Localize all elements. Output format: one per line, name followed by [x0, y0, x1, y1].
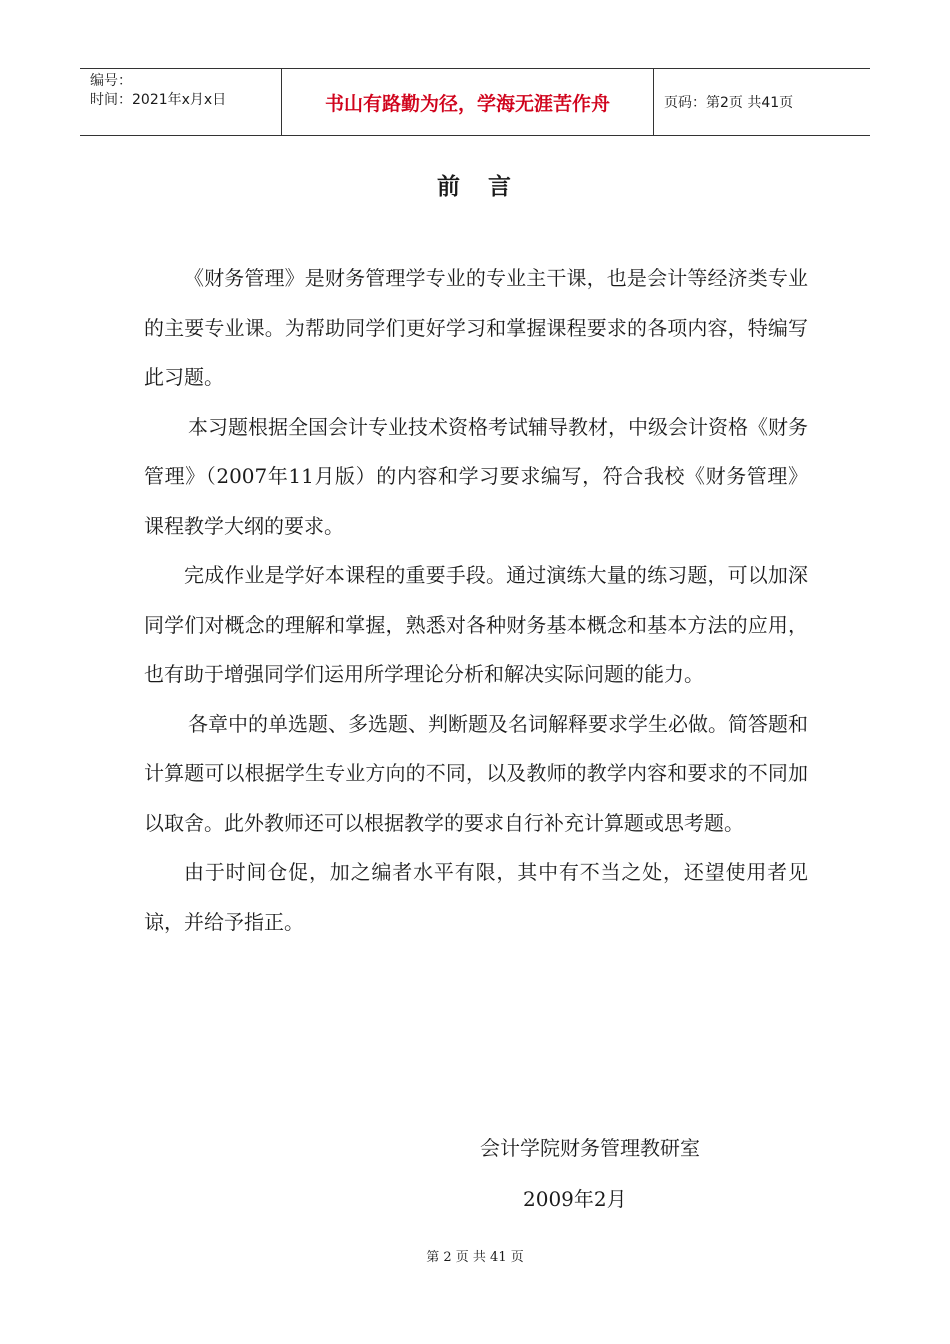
paragraph-5: 由于时间仓促，加之编者水平有限，其中有不当之处，还望使用者见谅，并给予指正。	[144, 860, 808, 934]
page-footer: 第 2 页 共 41 页	[426, 1250, 524, 1265]
title-char-1: 前	[437, 174, 462, 200]
header-table	[80, 68, 870, 136]
time-label: 时间：2021年x月x日	[90, 92, 227, 108]
signature-org: 会计学院财务管理教研室	[480, 1136, 700, 1160]
header-motto: 书山有路勤为径，学海无涯苦作舟	[282, 69, 654, 135]
number-label: 编号：	[90, 73, 132, 89]
page-title	[0, 168, 950, 201]
title-char-2: 言	[488, 174, 513, 200]
paragraph-1: 《财务管理》是财务管理学专业的专业主干课，也是会计等经济类专业的主要专业课。为帮助同学们更好学习和掌握课程要求的各项内容，特编写此习题。	[144, 266, 808, 389]
header-page-info: 页码：第2页 共41页	[664, 95, 794, 111]
header-meta-cell	[80, 69, 282, 135]
paragraph-3: 完成作业是学好本课程的重要手段。通过演练大量的练习题，可以加深同学们对概念的理解和掌握，熟悉对各种财务基本概念和基本方法的应用，也有助于增强同学们运用所学理论分析和解决实际问题的能力。	[144, 563, 808, 686]
paragraph-4: 各章中的单选题、多选题、判断题及名词解释要求学生必做。简答题和计算题可以根据学生专业方向的不同，以及教师的教学内容和要求的不同加以取舍。此外教师还可以根据教学的要求自行补充计算题或思考题。	[144, 711, 808, 835]
preface-body	[144, 254, 808, 947]
paragraph-2: 本习题根据全国会计专业技术资格考试辅导教材，中级会计资格《财务管理》（2007年11月版）的内容和学习要求编写，符合我校《财务管理》课程教学大纲的要求。	[144, 414, 808, 538]
signature-date: 2009年2月	[523, 1187, 627, 1211]
